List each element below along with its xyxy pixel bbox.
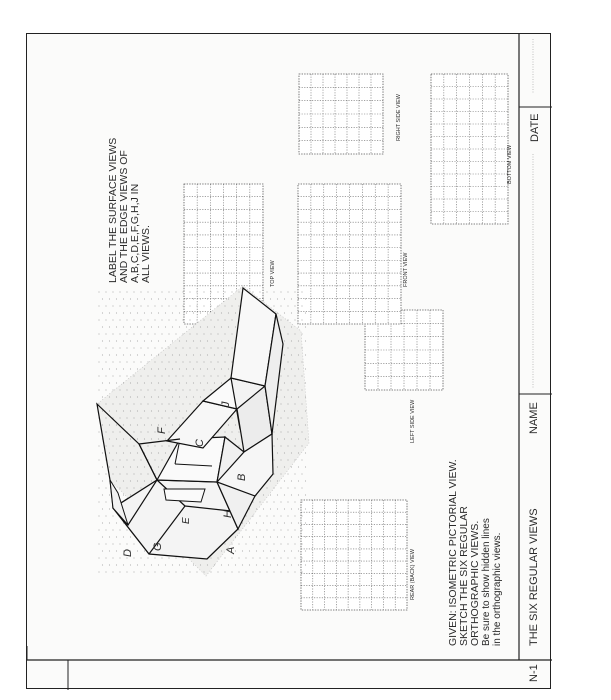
drawing-canvas xyxy=(27,34,552,690)
left-side-view-label: LEFT SIDE VIEW xyxy=(410,399,416,443)
given-line: Be sure to show hidden lines xyxy=(481,518,492,646)
surface-label-b: B xyxy=(236,473,248,481)
rear-view-grid xyxy=(301,500,407,610)
sheet-number: N-1 xyxy=(528,664,540,682)
given-line: in the orthographic views. xyxy=(492,532,503,646)
label-line: AND THE EDGE VIEWS OF xyxy=(118,150,130,283)
rear-view-label: REAR (BACK) VIEW xyxy=(410,548,416,600)
given-line: GIVEN: ISOMETRIC PICTORIAL VIEW. xyxy=(447,459,459,646)
top-view-label: TOP VIEW xyxy=(270,260,276,287)
surface-label-j: J xyxy=(220,401,232,407)
front-view-grid xyxy=(298,184,401,324)
right-side-view-grid xyxy=(299,74,383,154)
label-line: LABEL THE SURFACE VIEWS xyxy=(107,137,119,283)
bottom-view-grid xyxy=(431,74,508,224)
drawing-sheet xyxy=(26,33,551,689)
surface-label-c: C xyxy=(194,439,206,447)
surface-label-g: G xyxy=(152,542,164,551)
name-label: NAME xyxy=(528,402,540,434)
label-instructions xyxy=(107,138,152,283)
isometric-pictorial xyxy=(97,286,309,576)
sheet-title: THE SIX REGULAR VIEWS xyxy=(528,508,540,646)
given-line: ORTHOGRAPHIC VIEWS. xyxy=(469,520,481,646)
surface-label-d: D xyxy=(122,549,134,557)
given-line: SKETCH THE SIX REGULAR xyxy=(458,506,470,646)
label-line: A,B,C,D,E,F,G,H,J IN xyxy=(129,183,141,283)
bottom-view-label: BOTTOM VIEW xyxy=(507,144,513,184)
surface-label-e: E xyxy=(181,517,192,524)
surface-label-a: A xyxy=(225,546,237,554)
given-instructions xyxy=(447,459,503,646)
right-side-view-label: RIGHT SIDE VIEW xyxy=(396,94,402,141)
label-line: ALL VIEWS. xyxy=(140,225,152,283)
front-view-label: FRONT VIEW xyxy=(403,252,409,287)
surface-label-f: F xyxy=(156,427,168,434)
date-label: DATE xyxy=(529,113,541,142)
surface-label-h: H xyxy=(222,510,234,518)
